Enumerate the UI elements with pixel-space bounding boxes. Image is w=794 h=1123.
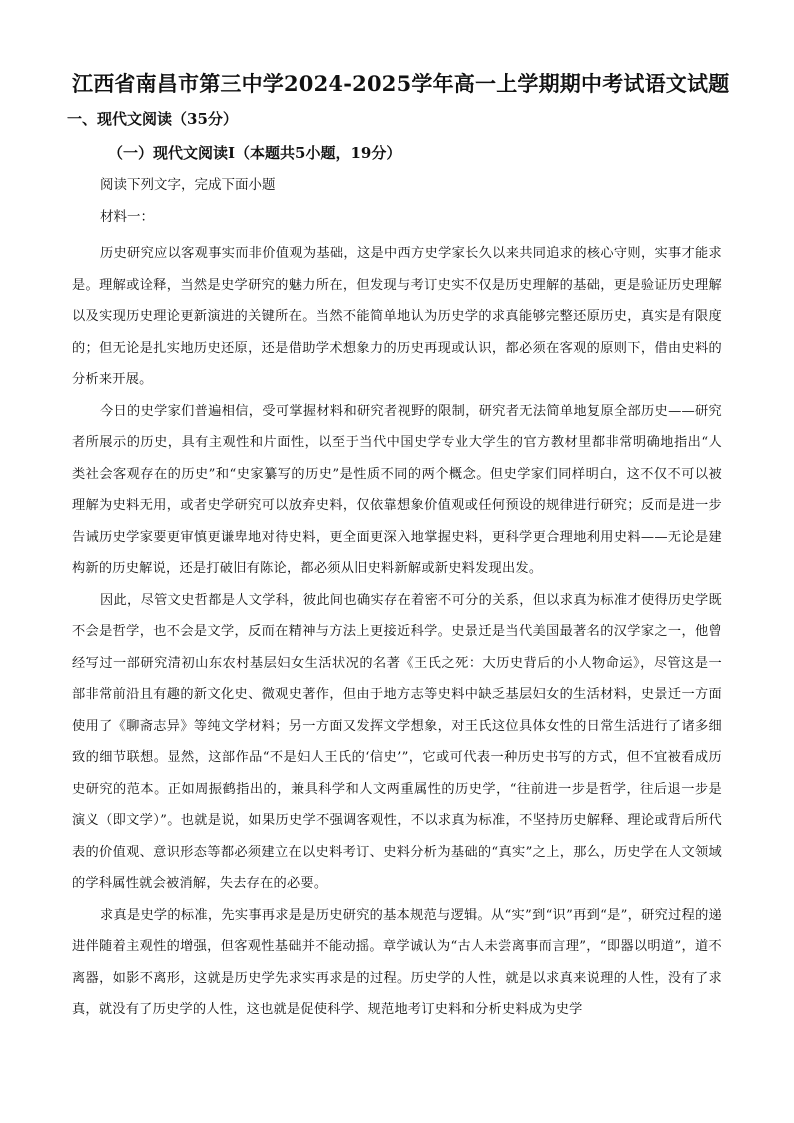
- paragraph-2: 今日的史学家们普遍相信，受可掌握材料和研究者视野的限制，研究者无法简单地复原全部历史——研究者所展示的历史，具有主观性和片面性，以至于当代中国史学专业大学生的官方教材里都非常明确地指出“人类社会客观存在的历史”和“史家纂写的历史”是性质不同的两个概念。但史学家们同样明白，这不仅不可以被理解为史料无用，或者史学研究可以放弃史料，仅依靠想象价值观或任何预设的规律进行研究；反而是进一步告诫历史学家要更审慎更谦卑地对待史料，更全面更深入地掌握史料，更科学更合理地利用史料——无论是建构新的历史解说，还是打破旧有陈论，都必须从旧史料新解或新史料发现出发。: [72, 403, 722, 576]
- section-heading: 一、现代文阅读（35分）: [67, 110, 238, 128]
- paragraph-4: 求真是史学的标准，先实事再求是是历史研究的基本规范与逻辑。从“实”到“识”再到“是”，研究过程的递进伴随着主观性的增强，但客观性基础并不能动摇。章学诚认为“古人未尝离事而言理”，“即器以明道”，道不离器，如影不离形，这就是历史学先求实再求是的过程。历史学的人性，就是以求真来说理的人性，没有了求真，就没有了历史学的人性，这也就是促使科学、规范地考订史料和分析史料成为史学: [72, 907, 722, 1017]
- material-label: 材料一：: [100, 209, 154, 225]
- subsection-heading: （一）现代文阅读Ⅰ（本题共5小题，19分）: [108, 144, 402, 162]
- document-title: 江西省南昌市第三中学2024-2025学年高一上学期期中考试语文试题: [72, 71, 730, 96]
- paragraph-1: 历史研究应以客观事实而非价值观为基础，这是中西方史学家长久以来共同追求的核心守则，实事才能求是。理解或诠释，当然是史学研究的魅力所在，但发现与考订史实不仅是历史理解的基础，更是验证历史理解以及实现历史理论更新演进的关键所在。当然不能简单地认为历史学的求真能够完整还原历史，真实是有限度的；但无论是扎实地历史还原，还是借助学术想象力的历史再现或认识，都必须在客观的原则下，借由史料的分析来开展。: [72, 246, 722, 387]
- paragraph-3: 因此，尽管文史哲都是人文学科，彼此间也确实存在着密不可分的关系，但以求真为标准才使得历史学既不会是哲学，也不会是文学，反而在精神与方法上更接近科学。史景迁是当代美国最著名的汉学家之一，他曾经写过一部研究清初山东农村基层妇女生活状况的名著《王氏之死：大历史背后的小人物命运》，尽管这是一部非常前沿且有趣的新文化史、微观史著作，但由于地方志等史料中缺乏基层妇女的生活材料，史景迁一方面使用了《聊斋志异》等纯文学材料；另一方面又发挥文学想象，对王氏这位具体女性的日常生活进行了诸多细致的细节联想。显然，这部作品“不是妇人王氏的‘信史’”，它或可代表一种历史书写的方式，但不宜被看成历史研究的范本。正如周振鹤指出的，兼具科学和人文两重属性的历史学，“往前进一步是哲学，往后退一步是演义（即文学）”。也就是说，如果历史学不强调客观性，不以求真为标准，不坚持历史解释、理论或背后所代表的价值观、意识形态等都必须建立在以史料考订、史料分析为基础的“真实”之上，那么，历史学在人文领域的学科属性就会被消解，失去存在的必要。: [72, 592, 722, 891]
- reading-instruction: 阅读下列文字，完成下面小题: [100, 177, 276, 193]
